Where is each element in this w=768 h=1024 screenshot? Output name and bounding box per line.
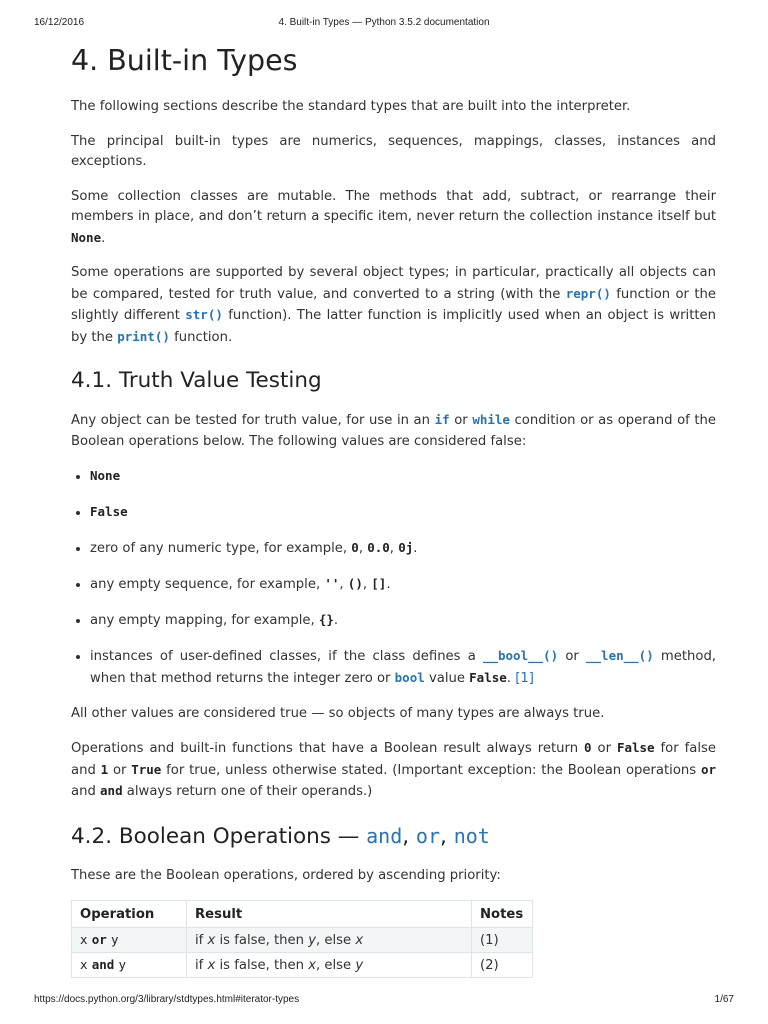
code: y (118, 957, 127, 972)
text: if (195, 932, 208, 948)
str-code: str() (185, 307, 223, 322)
code: x (80, 957, 88, 972)
table-header-row (72, 901, 533, 928)
text: for false and (71, 741, 716, 778)
text: is false, then (215, 957, 309, 973)
operation-cell (72, 953, 187, 978)
code: 1 (100, 761, 109, 777)
code: 0 (584, 740, 592, 755)
text: Some operations are supported by several object types; in particular, practically all objects can be compared, tested for truth value, and converted to a string (with the (71, 265, 716, 302)
false-values-list (71, 466, 716, 689)
text: or (558, 649, 586, 664)
code: bool (394, 669, 425, 685)
column-header: Operation (72, 901, 187, 928)
code: and (366, 823, 403, 848)
if-link[interactable] (435, 413, 450, 428)
code-false: False (90, 504, 128, 519)
list-item (90, 646, 716, 689)
code: and (100, 783, 123, 798)
text: always return one of their operands.) (122, 784, 373, 799)
code: [] (371, 576, 387, 591)
column-header: Result (187, 901, 472, 928)
text: instances of user-defined classes, if the class defines a (90, 649, 483, 664)
code-false: False (469, 669, 507, 685)
if-code: if (434, 412, 450, 427)
text: zero of any numeric type, for example, (90, 541, 352, 556)
while-link[interactable] (472, 413, 510, 428)
code-none: None (90, 468, 121, 483)
text: and (71, 784, 101, 799)
code: x (80, 932, 88, 947)
text: function or the slightly different (71, 286, 716, 323)
code: 0j (398, 540, 414, 555)
bool-dunder-link[interactable] (483, 649, 558, 664)
text: . (386, 577, 391, 592)
document-body (71, 42, 716, 978)
text: . (101, 230, 106, 246)
text: Some collection classes are mutable. The methods that add, subtract, or rearrange their members in place, and don’t return a specific item, never return the collection instance itself but (71, 188, 716, 224)
text: , (389, 541, 399, 556)
code: 0 (351, 540, 359, 555)
intro-paragraph-2: The principal built-in types are numerics, sequences, mappings, classes, instances and exceptions. (71, 133, 716, 169)
text: for true, unless otherwise stated. (Important exception: the Boolean operations (161, 762, 701, 778)
text: or (591, 741, 617, 756)
text: condition or as operand of the Boolean operations below. The following values are considered false: (71, 413, 717, 449)
column-header: Notes (472, 901, 533, 928)
print-title: 4. Built-in Types — Python 3.5.2 documentation (278, 17, 490, 28)
boolean-intro: These are the Boolean operations, ordered by ascending priority: (71, 867, 501, 883)
text: x (308, 957, 316, 973)
text: . (413, 541, 418, 556)
code: not (453, 823, 490, 848)
or-link[interactable] (416, 824, 440, 849)
table-row (72, 953, 533, 978)
text: y (355, 957, 364, 973)
code-none: None (71, 229, 102, 245)
text: , (440, 823, 454, 849)
text: y (308, 932, 316, 948)
boolean-ops-table (71, 900, 533, 978)
text: . (506, 670, 516, 686)
truth-paragraph-3 (71, 738, 716, 803)
len-dunder-link[interactable] (586, 649, 654, 664)
section-heading-boolean (71, 821, 716, 852)
list-item (90, 574, 716, 596)
notes-cell: (2) (472, 953, 533, 978)
text: Any object can be tested for truth value, for use in an (71, 413, 435, 428)
intro-paragraph-4 (71, 263, 716, 348)
truth-paragraph-1 (71, 410, 716, 452)
not-link[interactable] (454, 824, 490, 849)
text: , (402, 823, 416, 849)
text: x (207, 932, 216, 948)
text: any empty sequence, for example, (90, 577, 325, 592)
code: and (91, 957, 115, 972)
operation-cell (72, 928, 187, 953)
text: x (355, 932, 364, 948)
repr-code: repr() (565, 285, 611, 301)
page-number: 1/67 (714, 994, 734, 1005)
list-item (90, 610, 716, 632)
code: __bool__() (482, 648, 559, 663)
code: or (415, 823, 441, 848)
code: {} (318, 612, 334, 627)
bool-link[interactable] (395, 671, 425, 686)
text: function. (169, 329, 233, 345)
result-cell (187, 953, 472, 978)
code: True (131, 761, 162, 777)
text: . (333, 613, 339, 628)
print-footer (34, 994, 734, 1008)
code: () (347, 576, 363, 591)
and-link[interactable] (366, 824, 402, 849)
while-code: while (472, 412, 510, 427)
code: or (700, 761, 716, 777)
list-item (90, 538, 716, 560)
repr-link[interactable] (566, 287, 611, 302)
text: , else (316, 957, 356, 973)
text: or (108, 762, 132, 778)
notes-cell: (1) (472, 928, 533, 953)
code: 0.0 (367, 540, 390, 555)
print-code: print() (117, 328, 170, 344)
text: , else (316, 932, 356, 948)
code: y (111, 932, 119, 947)
str-link[interactable] (185, 308, 223, 323)
table-row (72, 928, 533, 953)
text: or (449, 413, 473, 428)
page-title: 4. Built-in Types (71, 44, 298, 77)
text: value (424, 670, 470, 686)
text: any empty mapping, for example, (90, 613, 319, 628)
list-item (90, 466, 716, 488)
text: 4.2. Boolean Operations — (71, 823, 367, 849)
text: function). The latter function is implicitly used when an object is written by the (71, 308, 717, 345)
text: , (362, 577, 372, 592)
code: or (91, 932, 107, 947)
print-date: 16/12/2016 (34, 17, 85, 28)
truth-paragraph-2: All other values are considered true — so objects of many types are always true. (71, 705, 605, 721)
code: __len__() (586, 648, 654, 663)
intro-paragraph-3 (71, 187, 716, 250)
print-url: https://docs.python.org/3/library/stdtypes.html#iterator-types (34, 994, 300, 1005)
footnote-link[interactable]: [1] (515, 670, 534, 686)
list-item (90, 502, 716, 524)
print-header (34, 17, 734, 31)
print-link[interactable] (117, 330, 170, 345)
text: Operations and built-in functions that have a Boolean result always return (71, 741, 585, 756)
section-heading-truth: 4.1. Truth Value Testing (71, 368, 322, 393)
text: method, when that method returns the integer zero or (90, 649, 717, 686)
result-cell (187, 928, 472, 953)
text: x (207, 957, 216, 973)
code: False (616, 740, 655, 755)
text: if (195, 957, 208, 973)
text: is false, then (215, 932, 309, 948)
text: , (358, 541, 368, 556)
code: '' (324, 576, 340, 591)
intro-paragraph-1: The following sections describe the standard types that are built into the interpreter. (71, 99, 631, 114)
text: , (339, 577, 348, 592)
